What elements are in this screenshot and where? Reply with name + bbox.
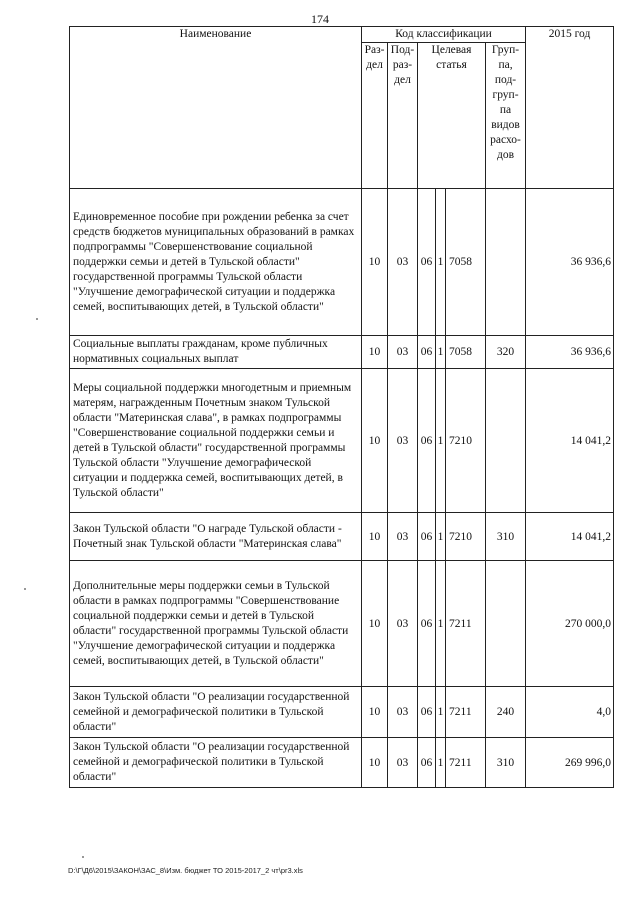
row-cs-subprogram: 1	[436, 513, 446, 561]
scan-speck	[82, 856, 84, 858]
row-name: Закон Тульской области "О реализации государственной семейной и демографической политики в Тульской области"	[70, 687, 362, 738]
table-row	[70, 513, 614, 561]
row-cs-code: 7211	[446, 687, 486, 738]
row-cs-subprogram: 1	[436, 561, 446, 687]
table-row	[70, 189, 614, 336]
row-razdel: 10	[362, 336, 388, 369]
scan-speck	[24, 588, 26, 590]
row-vid	[486, 369, 526, 513]
row-amount: 270 000,0	[526, 561, 614, 687]
header-name: Наименование	[70, 27, 362, 189]
row-razdel: 10	[362, 513, 388, 561]
row-vid: 240	[486, 687, 526, 738]
row-cs-code: 7210	[446, 513, 486, 561]
table-row	[70, 336, 614, 369]
row-cs-program: 06	[418, 687, 436, 738]
row-cs-program: 06	[418, 336, 436, 369]
row-cs-code: 7210	[446, 369, 486, 513]
table-row	[70, 369, 614, 513]
row-razdel: 10	[362, 189, 388, 336]
row-podrazdel: 03	[388, 189, 418, 336]
row-amount: 4,0	[526, 687, 614, 738]
page-number: 174	[311, 12, 329, 26]
row-name: Меры социальной поддержки многодетным и приемным матерям, награжденным Почетным знаком Тульской области "Материнская слава", в рамках подпрограммы "Совершенствование социальной поддержки семьи и детей в Тульской области" государственной программы Тульской области "Улучшение демографической ситуации и поддержка семей, воспитывающих детей, в Тульской области"	[70, 369, 362, 513]
row-cs-program: 06	[418, 561, 436, 687]
row-name: Закон Тульской области "О реализации государственной семейной и демографической политики в Тульской области"	[70, 738, 362, 788]
row-cs-subprogram: 1	[436, 189, 446, 336]
row-razdel: 10	[362, 369, 388, 513]
row-cs-subprogram: 1	[436, 369, 446, 513]
row-razdel: 10	[362, 687, 388, 738]
row-vid: 310	[486, 738, 526, 788]
row-razdel: 10	[362, 738, 388, 788]
row-podrazdel: 03	[388, 336, 418, 369]
header-code-group: Код классификации	[362, 27, 526, 43]
row-razdel: 10	[362, 561, 388, 687]
file-path-footer: D:\Г\Д6\2015\ЗАКОН\ЗАС_8\Изм. бюджет ТО 2015-2017_2 чт\pr3.xls	[68, 866, 303, 875]
row-name: Закон Тульской области "О награде Тульской области - Почетный знак Тульской области "Материнская слава"	[70, 513, 362, 561]
row-cs-code: 7211	[446, 738, 486, 788]
header-razdel: Раз- дел	[362, 43, 388, 189]
row-podrazdel: 03	[388, 561, 418, 687]
row-podrazdel: 03	[388, 687, 418, 738]
row-vid	[486, 561, 526, 687]
row-podrazdel: 03	[388, 369, 418, 513]
row-amount: 36 936,6	[526, 189, 614, 336]
header-gruppa-vidov: Груп- па, под- груп- па видов расхо- дов	[486, 43, 526, 189]
row-cs-subprogram: 1	[436, 336, 446, 369]
row-vid: 320	[486, 336, 526, 369]
row-cs-program: 06	[418, 738, 436, 788]
row-amount: 36 936,6	[526, 336, 614, 369]
table-row	[70, 738, 614, 788]
row-cs-program: 06	[418, 189, 436, 336]
row-cs-program: 06	[418, 513, 436, 561]
row-amount: 14 041,2	[526, 369, 614, 513]
header-year: 2015 год	[526, 27, 614, 189]
table-row	[70, 561, 614, 687]
row-podrazdel: 03	[388, 513, 418, 561]
row-cs-subprogram: 1	[436, 738, 446, 788]
row-cs-code: 7058	[446, 189, 486, 336]
row-name: Дополнительные меры поддержки семьи в Тульской области в рамках подпрограммы "Совершенствование социальной поддержки семьи и детей в Тульской области" государственной программы Тульской области "Улучшение демографической ситуации и поддержка семей, воспитывающих детей, в Тульской области"	[70, 561, 362, 687]
row-podrazdel: 03	[388, 738, 418, 788]
budget-table	[69, 26, 614, 788]
row-name: Социальные выплаты гражданам, кроме публичных нормативных социальных выплат	[70, 336, 362, 369]
row-vid	[486, 189, 526, 336]
row-cs-program: 06	[418, 369, 436, 513]
table-row	[70, 687, 614, 738]
row-amount: 14 041,2	[526, 513, 614, 561]
row-cs-code: 7211	[446, 561, 486, 687]
row-amount: 269 996,0	[526, 738, 614, 788]
row-vid: 310	[486, 513, 526, 561]
row-cs-subprogram: 1	[436, 687, 446, 738]
header-podrazdel: Под- раз- дел	[388, 43, 418, 189]
row-cs-code: 7058	[446, 336, 486, 369]
row-name: Единовременное пособие при рождении ребенка за счет средств бюджетов муниципальных образований в рамках подпрограммы "Совершенствование социальной поддержки семьи и детей в Тульской области" государственной программы Тульской области "Улучшение демографической ситуации и поддержка семей, воспитывающих детей, в Тульской области"	[70, 189, 362, 336]
scan-speck	[36, 318, 38, 320]
header-tselevaya-statya: Целевая статья	[418, 43, 486, 189]
